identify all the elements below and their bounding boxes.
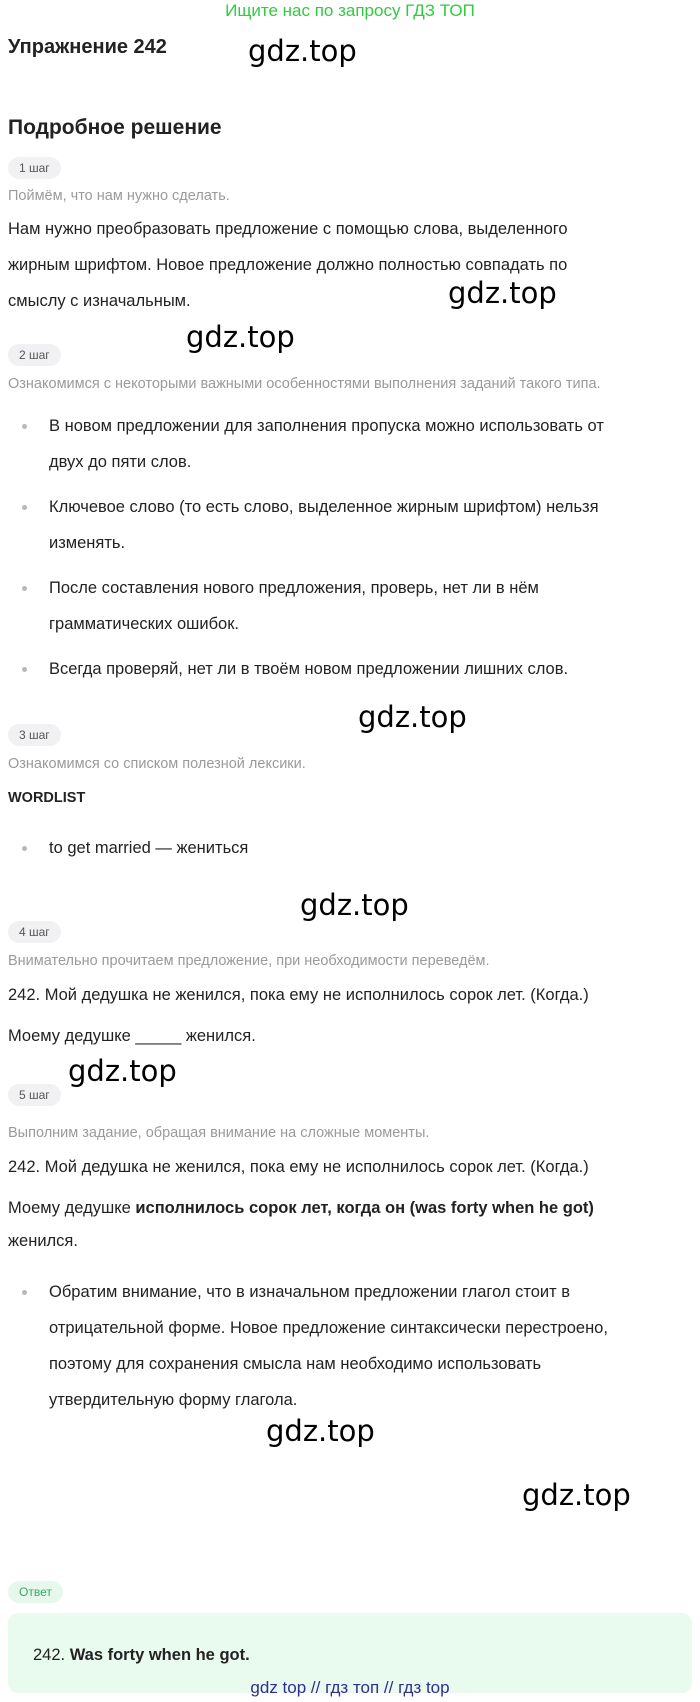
- result-start: Моему дедушке: [8, 1199, 136, 1217]
- step-5-badge: 5 шаг: [8, 1084, 61, 1106]
- search-banner: Ищите нас по запросу ГДЗ ТОП: [225, 1, 475, 20]
- step-5-hint: Выполним задание, обращая внимание на сложные моменты.: [8, 1125, 430, 1141]
- section-title: Подробное решение: [8, 116, 222, 139]
- wordlist-title: WORDLIST: [8, 790, 86, 806]
- list-item: [22, 570, 642, 642]
- exercise-title: Упражнение 242: [8, 36, 167, 58]
- bullet-icon: [22, 505, 27, 510]
- watermark: gdz.top: [522, 1478, 631, 1512]
- step-3-hint: Ознакомимся со списком полезной лексики.: [8, 756, 306, 772]
- bullet-icon: [22, 1290, 27, 1295]
- step-3-badge: 3 шаг: [8, 724, 61, 746]
- step-4-gap-sentence: Моему дедушке _____ женился.: [8, 1027, 256, 1045]
- step-5-sentence: 242. Мой дедушка не женился, пока ему не исполнилось сорок лет. (Когда.): [8, 1158, 589, 1176]
- step-4-badge: 4 шаг: [8, 921, 61, 943]
- list-item-text: Ключевое слово (то есть слово, выделенное жирным шрифтом) нельзя изменять.: [49, 498, 599, 552]
- watermark: gdz.top: [248, 34, 357, 68]
- result-bold: исполнилось сорок лет, когда он (was forty when he got): [135, 1199, 594, 1217]
- list-item: [22, 408, 642, 480]
- list-item-text: В новом предложении для заполнения пропуска можно использовать от двух до пяти слов.: [49, 417, 604, 471]
- list-item-text: to get married — жениться: [49, 839, 249, 857]
- list-item-text: После составления нового предложения, проверь, нет ли в нём грамматических ошибок.: [49, 579, 539, 633]
- result-end: женился.: [8, 1232, 78, 1250]
- step-5-result-line: [8, 1190, 594, 1226]
- step-3-bullet-list: [22, 830, 682, 875]
- list-item: [22, 651, 642, 687]
- bullet-icon: [22, 586, 27, 591]
- answer-prefix: 242.: [33, 1646, 70, 1664]
- answer-text: [33, 1646, 250, 1665]
- list-item-text: Всегда проверяй, нет ли в твоём новом предложении лишних слов.: [49, 660, 569, 678]
- list-item: [22, 1274, 642, 1418]
- list-item-text: Обратим внимание, что в изначальном предложении глагол стоит в отрицательной форме. Новое предложение синтаксически перестроено, поэтому для сохранения смысла нам необходимо использовать утвердительную форму глагола.: [49, 1283, 608, 1409]
- list-item: [22, 489, 642, 561]
- bullet-icon: [22, 846, 27, 851]
- watermark: gdz.top: [448, 276, 557, 310]
- step-1-hint: Поймём, что нам нужно сделать.: [8, 188, 230, 204]
- step-1-badge: 1 шаг: [8, 157, 61, 179]
- list-item: [22, 830, 682, 866]
- watermark: gdz.top: [358, 700, 467, 734]
- watermark: gdz.top: [186, 320, 295, 354]
- watermark: gdz.top: [266, 1414, 375, 1448]
- footer-links[interactable]: gdz top // гдз топ // гдз top: [250, 1678, 450, 1697]
- step-5-bullet-list: [22, 1274, 642, 1427]
- answer-value: Was forty when he got.: [69, 1646, 250, 1664]
- step-2-bullet-list: [22, 408, 642, 696]
- bullet-icon: [22, 424, 27, 429]
- bullet-icon: [22, 667, 27, 672]
- step-2-hint: Ознакомимся с некоторыми важными особенностями выполнения заданий такого типа.: [8, 376, 601, 392]
- step-4-sentence: 242. Мой дедушка не женился, пока ему не исполнилось сорок лет. (Когда.): [8, 986, 589, 1004]
- step-2-badge: 2 шаг: [8, 344, 61, 366]
- answer-badge: Ответ: [8, 1581, 63, 1603]
- watermark: gdz.top: [300, 888, 409, 922]
- step-1-text: Нам нужно преобразовать предложение с помощью слова, выделенного жирным шрифтом. Новое предложение должно полностью совпадать по смыслу с изначальным.: [8, 220, 568, 310]
- step-4-hint: Внимательно прочитаем предложение, при необходимости переведём.: [8, 953, 490, 969]
- watermark: gdz.top: [68, 1054, 177, 1088]
